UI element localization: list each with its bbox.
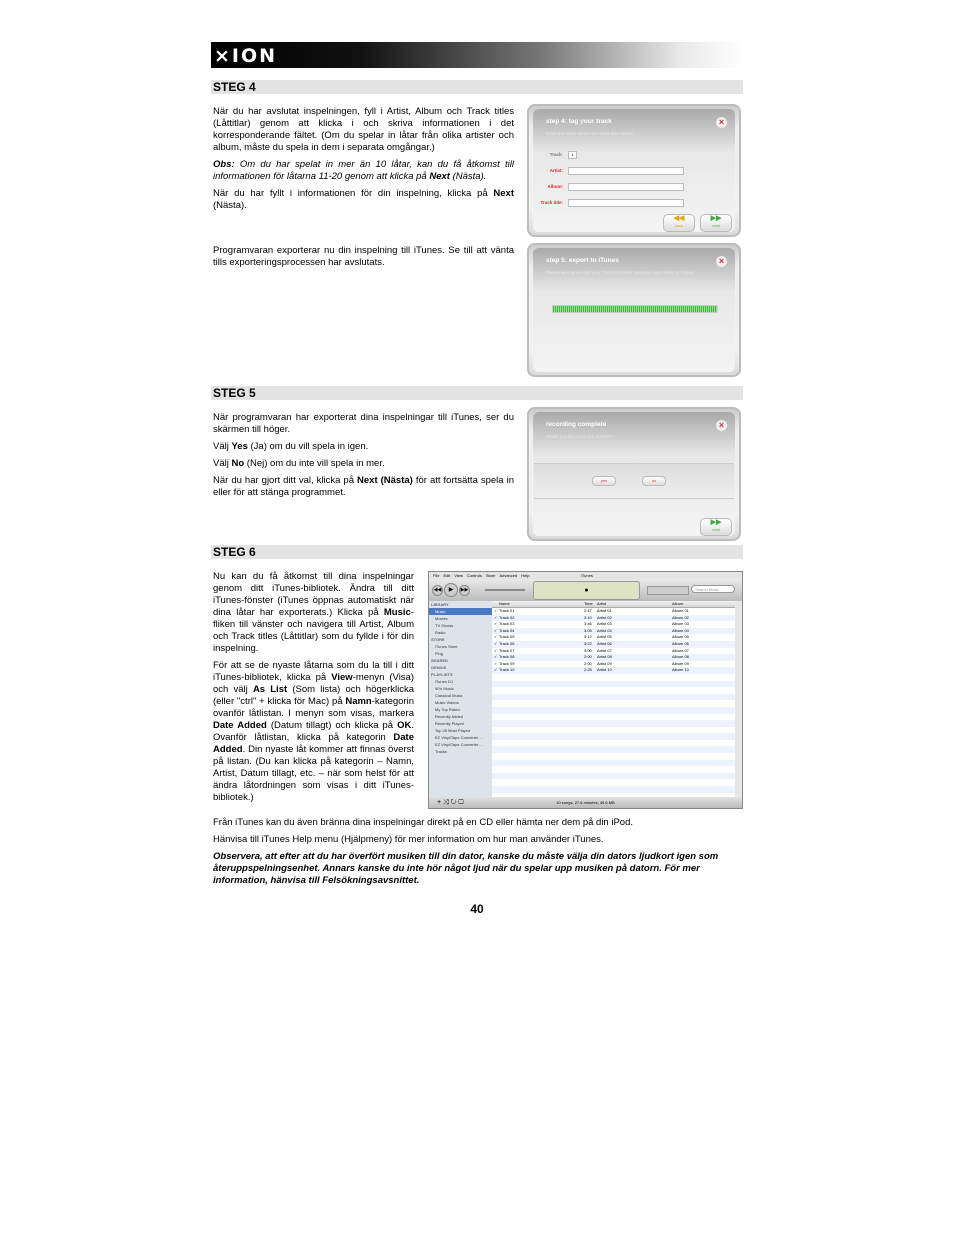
scrollbar[interactable] (735, 601, 742, 797)
empty-row (492, 720, 735, 727)
export-dialog (527, 243, 741, 377)
dialog-title: step 5: export to iTunes (546, 257, 619, 264)
cell-album: Album 06 (672, 640, 689, 646)
menu-item-help[interactable]: Help (521, 573, 530, 578)
checkbox-icon[interactable]: ✓ (494, 660, 498, 666)
track-title-label: Track title: (540, 200, 563, 205)
sidebar-item[interactable]: Music Videos (435, 700, 459, 705)
sidebar-item[interactable]: 90's Music (435, 686, 454, 691)
cell-name: Track 01 (499, 608, 515, 613)
cell-artist: Artist 04 (597, 627, 612, 633)
apple-icon: ● (584, 587, 589, 594)
cell-album: Album 10 (672, 667, 689, 673)
track-number-field[interactable]: 1 (568, 151, 577, 159)
cell-artist: Artist 10 (597, 667, 612, 673)
sidebar-heading: LIBRARY (431, 602, 449, 607)
table-row[interactable] (492, 661, 735, 668)
sidebar-item[interactable]: EZ Vinyl/Tape Converter ... (435, 735, 483, 740)
sidebar-heading: STORE (431, 637, 445, 642)
itunes-menubar (429, 572, 742, 579)
table-row[interactable] (492, 641, 735, 648)
previous-icon[interactable]: ◀◀ (432, 585, 443, 596)
cell-time: 3:22 (584, 640, 592, 646)
cell-artist: Artist 01 (597, 608, 612, 613)
empty-row (492, 786, 735, 793)
sidebar-item[interactable]: Classical Music (435, 693, 463, 698)
checkbox-icon[interactable]: ✓ (494, 654, 498, 660)
cell-name: Track 09 (499, 660, 515, 666)
track-label: Track: (549, 152, 563, 157)
steg6-bottom-text (213, 817, 743, 892)
export-progress-fill (553, 306, 717, 312)
cell-name: Track 03 (499, 621, 515, 627)
sidebar-item[interactable]: Radio (435, 630, 446, 635)
menu-item-file[interactable]: File (433, 573, 440, 578)
steg6-p4: Hänvisa till iTunes Help menu (Hjälpmeny) för mer information om hur man använder iTunes. (213, 834, 604, 845)
next-button[interactable]: ▶▶ next (700, 518, 732, 536)
next-arrow-icon: ▶▶ (710, 215, 722, 222)
album-label: Album: (547, 184, 563, 189)
steg5-text (213, 412, 514, 504)
cell-album: Album 05 (672, 634, 689, 640)
empty-row (492, 694, 735, 701)
empty-row (492, 714, 735, 721)
steg4-p2: Obs: Om du har spelat in mer än 10 låtar, kan du få åtkomst till informationen för låtarna 11-20 genom att klicka på Next (Nästa). (213, 159, 514, 182)
sidebar-item[interactable]: Recently Played (435, 721, 464, 726)
choice-panel (534, 463, 734, 499)
cell-name: Track 02 (499, 614, 515, 620)
cell-time: 3:12 (584, 634, 592, 640)
steg6-p2: För att se de nyaste låtarna som du la till i ditt iTunes-bibliotek, klicka på View-menyn (Visa) och välj As List (Som lista) och högerklicka (eller "ctrl" + klicka för Mac) på Namn-kategorin ovanför låtlistan. I menyn som visas, markera Date Added (Datum tillagt) och klicka på OK. Ovanför låtlistan, klicka på kategorin Date Added. Din nyaste låt kommer att finnas överst på listan. (Du kan klicka på kategorin – Namn, Artist, Datum tillagt, etc. – när som helst för att ändra låtordningen som visas i ditt iTunes-bibliotek.) (213, 660, 414, 803)
header-banner (211, 42, 743, 68)
cell-time: 3:05 (584, 627, 592, 633)
tag-track-dialog (527, 104, 741, 237)
checkbox-icon[interactable]: ✓ (494, 647, 498, 653)
steg6-heading: STEG 6 (211, 545, 743, 559)
column-album[interactable]: Album (672, 601, 684, 606)
checkbox-icon[interactable]: ✓ (494, 634, 498, 640)
sidebar-item[interactable]: Tracks (435, 749, 447, 754)
steg4-p4: Programvaran exporterar nu din inspelning till iTunes. Se till att vänta tills exporteringsprocessen har avslutats. (213, 245, 514, 268)
dialog-subtitle: Enter the artist, album and track title names. (546, 131, 635, 136)
cell-name: Track 10 (499, 667, 515, 673)
column-artist[interactable]: Artist (597, 601, 607, 606)
artist-field[interactable] (568, 167, 684, 175)
cell-artist: Artist 05 (597, 634, 612, 640)
checkbox-icon[interactable]: ✓ (494, 627, 498, 633)
cell-time: 3:00 (584, 647, 592, 653)
page-number: 40 (470, 902, 484, 916)
cell-time: 2:47 (584, 608, 592, 613)
steg6-text (213, 571, 414, 809)
sidebar-heading: SHARED (431, 658, 448, 663)
ion-logo: ⨯ION (214, 45, 278, 67)
checkbox-icon[interactable]: ✓ (494, 614, 498, 620)
empty-row (492, 700, 735, 707)
back-arrow-icon: ◀◀ (673, 215, 685, 222)
cell-name: Track 06 (499, 640, 515, 646)
checkbox-icon[interactable]: ✓ (494, 621, 498, 627)
sidebar-item[interactable]: Movies (435, 616, 448, 621)
sidebar-item[interactable]: TV Shows (435, 623, 454, 628)
itunes-window (428, 571, 743, 809)
recording-complete-dialog (527, 407, 741, 541)
empty-row (492, 733, 735, 740)
album-field[interactable] (568, 183, 684, 191)
back-button[interactable]: ◀◀ back (663, 214, 695, 232)
cell-album: Album 04 (672, 627, 689, 633)
sidebar-item[interactable]: Recently Added (435, 714, 464, 719)
steg4-text (213, 106, 514, 217)
cell-artist: Artist 06 (597, 640, 612, 646)
menu-item-edit[interactable]: Edit (443, 573, 451, 578)
next-arrow-icon: ▶▶ (710, 519, 722, 526)
cell-album: Album 01 (672, 608, 689, 613)
no-button[interactable]: no (642, 476, 666, 486)
cell-artist: Artist 02 (597, 614, 612, 620)
empty-row (492, 727, 735, 734)
next-track-icon[interactable]: ▶▶ (459, 585, 470, 596)
table-row[interactable] (492, 628, 735, 635)
cell-artist: Artist 09 (597, 660, 612, 666)
table-row[interactable] (492, 615, 735, 622)
cell-name: Track 05 (499, 634, 515, 640)
table-row[interactable] (492, 621, 735, 628)
cell-album: Album 07 (672, 647, 689, 653)
steg6-p3: Från iTunes kan du även bränna dina inspelningar direkt på en CD eller hämta ner dem på din iPod. (213, 817, 634, 828)
sidebar-item[interactable]: iTunes Store (435, 644, 458, 649)
steg5-p1: När programvaran har exporterat dina inspelningar till iTunes, ser du skärmen till höger. (213, 412, 514, 435)
menu-item-advanced[interactable]: Advanced (499, 573, 518, 578)
steg5-p2: Välj Yes (Ja) om du vill spela in igen. (213, 441, 369, 452)
steg4-text-export (213, 245, 514, 274)
steg6-p5: Observera, att efter att du har överfört musiken till din dator, kanske du måste välja din dators ljudkort igen som återuppspelningsenhet. Annars kanske du inte hör något ljud när du spelar upp musiken på datorn. För mer information, hänvisa till Felsökningsavsnittet. (213, 851, 719, 886)
next-button[interactable]: ▶▶ next (700, 214, 732, 232)
dialog-subtitle: Please wait as we add your Track Recorder sessions your music to iTunes. (546, 270, 696, 275)
track-rows (492, 608, 735, 793)
cell-album: Album 02 (672, 614, 689, 620)
empty-row (492, 746, 735, 753)
sidebar-heading: PLAYLISTS (431, 672, 453, 677)
cell-name: Track 04 (499, 627, 515, 633)
empty-row (492, 779, 735, 786)
menu-item-view[interactable]: View (454, 573, 463, 578)
empty-row (492, 740, 735, 747)
steg5-heading: STEG 5 (211, 386, 743, 400)
menu-item-store[interactable]: Store (485, 573, 496, 578)
cell-time: 2:00 (584, 654, 592, 660)
cell-time: 2:25 (584, 667, 592, 673)
window-title: iTunes (581, 573, 593, 578)
close-icon[interactable]: × (716, 117, 727, 128)
yes-button[interactable]: yes (592, 476, 616, 486)
track-list-header (492, 601, 735, 608)
cell-artist: Artist 07 (597, 647, 612, 653)
table-row[interactable] (492, 634, 735, 641)
cell-time: 3:46 (584, 621, 592, 627)
cell-album: Album 03 (672, 621, 689, 627)
sidebar-item[interactable]: Ping (435, 651, 444, 656)
checkbox-icon[interactable]: ✓ (494, 667, 498, 673)
view-buttons[interactable] (647, 586, 689, 595)
cell-time: 2:00 (584, 660, 592, 666)
track-title-field[interactable] (568, 199, 684, 207)
sidebar-item[interactable]: EZ Vinyl/Tape Converter ... (435, 742, 483, 747)
column-name[interactable]: Name (499, 601, 510, 606)
close-icon[interactable]: × (716, 420, 727, 431)
steg5-p4: När du har gjort ditt val, klicka på Next (Nästa) för att fortsätta spela in eller för att stänga programmet. (213, 475, 514, 498)
empty-row (492, 753, 735, 760)
empty-row (492, 674, 735, 681)
cell-artist: Artist 08 (597, 654, 612, 660)
table-row[interactable] (492, 654, 735, 661)
close-icon[interactable]: × (716, 256, 727, 267)
artist-label: Artist: (549, 168, 563, 173)
checkbox-icon[interactable]: ✓ (494, 640, 498, 646)
table-row[interactable] (492, 608, 735, 615)
steg6-p1: Nu kan du få åtkomst till dina inspelningar genom ditt iTunes-bibliotek. Ändra till ditt iTunes-fönster (iTunes öppnas automatiskt när dina låtar har exporterats.) Klicka på Music-fliken till vänster och navigera till Artist, Album och Track titles (Låttitlar) som du fyllde i för din inspelning. (213, 571, 414, 654)
steg4-heading: STEG 4 (211, 80, 743, 94)
table-row[interactable] (492, 648, 735, 655)
table-row[interactable] (492, 667, 735, 674)
cell-album: Album 09 (672, 660, 689, 666)
empty-row (492, 773, 735, 780)
steg5-p3: Välj No (Nej) om du inte vill spela in mer. (213, 458, 385, 469)
cell-name: Track 07 (499, 647, 515, 653)
export-progress-track (552, 305, 718, 313)
empty-row (492, 707, 735, 714)
play-icon[interactable]: ▶ (444, 583, 458, 597)
cell-time: 3:10 (584, 614, 592, 620)
empty-row (492, 766, 735, 773)
transport-controls[interactable] (432, 583, 476, 596)
cell-name: Track 08 (499, 654, 515, 660)
itunes-sidebar (429, 601, 492, 797)
menu-item-controls[interactable]: Controls (466, 573, 482, 578)
steg4-p3: När du har fyllt i informationen för din inspelning, klicka på Next (Nästa). (213, 188, 514, 211)
steg4-p1: När du har avslutat inspelningen, fyll i Artist, Album och Track titles (Låttitlar) genom att klicka i och skriva informationen i det korresponderande fältet. (Om du spelar in låtar från olika artister och album, måste du spela in dem i separata omgångar.) (213, 106, 514, 153)
sidebar-item[interactable]: Music (429, 608, 492, 615)
column-time[interactable]: Time (584, 601, 593, 606)
itunes-lcd (533, 581, 640, 600)
itunes-toolbar (429, 579, 742, 601)
add-playlist-icon[interactable]: + ⤨ ↻ ▢ (437, 799, 464, 806)
sidebar-item[interactable]: My Top Rated (435, 707, 460, 712)
volume-slider[interactable] (485, 589, 525, 591)
dialog-title: step 4: tag your track (546, 118, 612, 125)
search-input[interactable]: Search Music (691, 585, 735, 593)
cell-album: Album 08 (672, 654, 689, 660)
itunes-track-list (492, 601, 735, 797)
empty-row (492, 760, 735, 767)
sidebar-item[interactable]: iTunes DJ (435, 679, 453, 684)
sidebar-heading: GENIUS (431, 665, 447, 670)
itunes-statusbar (429, 797, 742, 808)
empty-row (492, 687, 735, 694)
dialog-subtitle: Would you like to record another? (546, 434, 614, 439)
status-text: 10 songs, 27.6 minutes, 49.6 MB (556, 800, 615, 805)
checkbox-icon[interactable]: ✓ (494, 608, 498, 613)
sidebar-item[interactable]: Top 25 Most Played (435, 728, 471, 733)
cell-artist: Artist 03 (597, 621, 612, 627)
dialog-title: recording complete (546, 421, 607, 428)
empty-row (492, 681, 735, 688)
